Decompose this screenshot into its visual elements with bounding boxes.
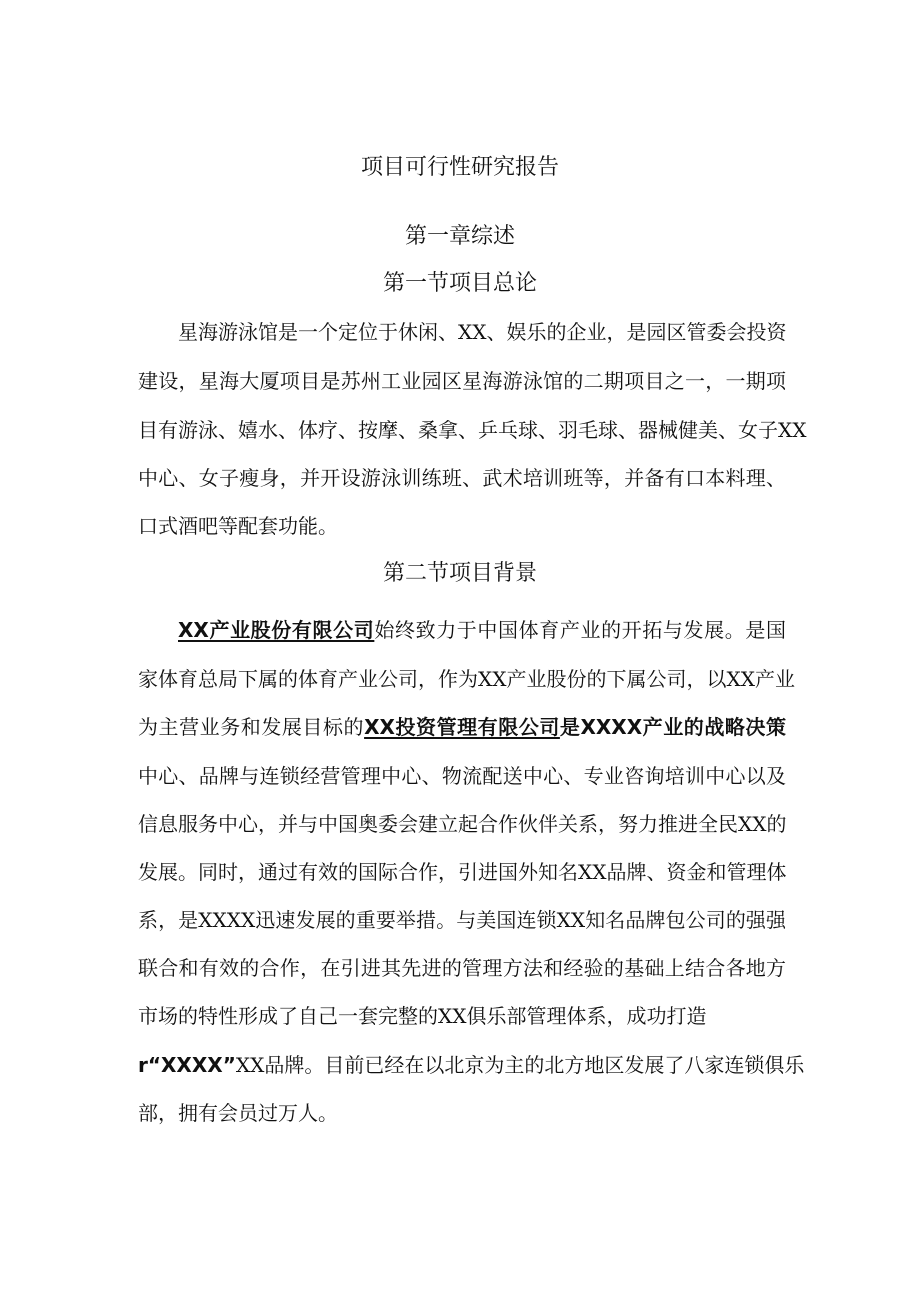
- overview-line-5: 口式酒吧等配套功能。: [138, 514, 338, 538]
- section-heading-overview: 第一节项目总论: [382, 271, 537, 296]
- background-line-5: 信息服务中心，并与中国奥委会建立起合作伙伴关系，努力推进全民XX的: [138, 812, 787, 836]
- section-heading-background: 第二节项目背景: [382, 561, 537, 586]
- background-line-10-text: XX品牌。目前已经在以北京为主的北方地区发展了八家连锁俱乐: [235, 1053, 805, 1077]
- background-line-9: 市场的特性形成了自己一套完整的XX俱乐部管理体系，成功打造: [138, 1004, 707, 1028]
- chapter-heading: 第一章综述: [404, 224, 515, 249]
- overview-line-2: 建设，星海大厦项目是苏州工业园区星海游泳馆的二期项目之一，一期项: [138, 369, 786, 393]
- overview-line-3: 目有游泳、嬉水、体疗、按摩、桑拿、乒乓球、羽毛球、器械健美、女子XX: [138, 418, 807, 442]
- overview-line-1: 星海游泳馆是一个定位于休闲、XX、娱乐的企业，是园区管委会投资: [178, 320, 787, 344]
- background-line-4: 中心、品牌与连锁经营管理中心、物流配送中心、专业咨询培训中心以及: [138, 764, 786, 788]
- overview-line-4: 中心、女子瘦身，并开设游泳训练班、武术培训班等，并备有口本料理、: [138, 466, 786, 490]
- investment-company-name: XX投资管理有限公司: [364, 715, 560, 739]
- background-line-8: 联合和有效的合作，在引进其先进的管理方法和经验的基础上结合各地方: [138, 956, 786, 980]
- background-line-11: 部，拥有会员过万人。: [138, 1101, 338, 1125]
- document-title: 项目可行性研究报告: [360, 155, 559, 180]
- background-line-2: 家体育总局下属的体育产业公司，作为XX产业股份的下属公司，以XX产业: [138, 667, 795, 691]
- background-line-1: [178, 615, 786, 645]
- background-line-3-prefix: 为主营业务和发展目标的: [138, 715, 365, 739]
- background-line-3-suffix: 是XXXX产业的战略决策: [559, 715, 786, 739]
- background-line-6: 发展。同时，通过有效的国际合作，引进国外知名XX品牌、资金和管理体: [138, 860, 787, 884]
- brand-name: r“XXXX”: [138, 1053, 236, 1077]
- company-name-link: XX产业股份有限公司: [178, 618, 375, 642]
- background-line-3: [138, 712, 786, 742]
- background-line-1-text: 始终致力于中国体育产业的开拓与发展。是国: [374, 618, 787, 642]
- background-line-7: 系，是XXXX迅速发展的重要举措。与美国连锁XX知名品牌包公司的强强: [138, 908, 786, 932]
- background-line-10: [138, 1050, 805, 1080]
